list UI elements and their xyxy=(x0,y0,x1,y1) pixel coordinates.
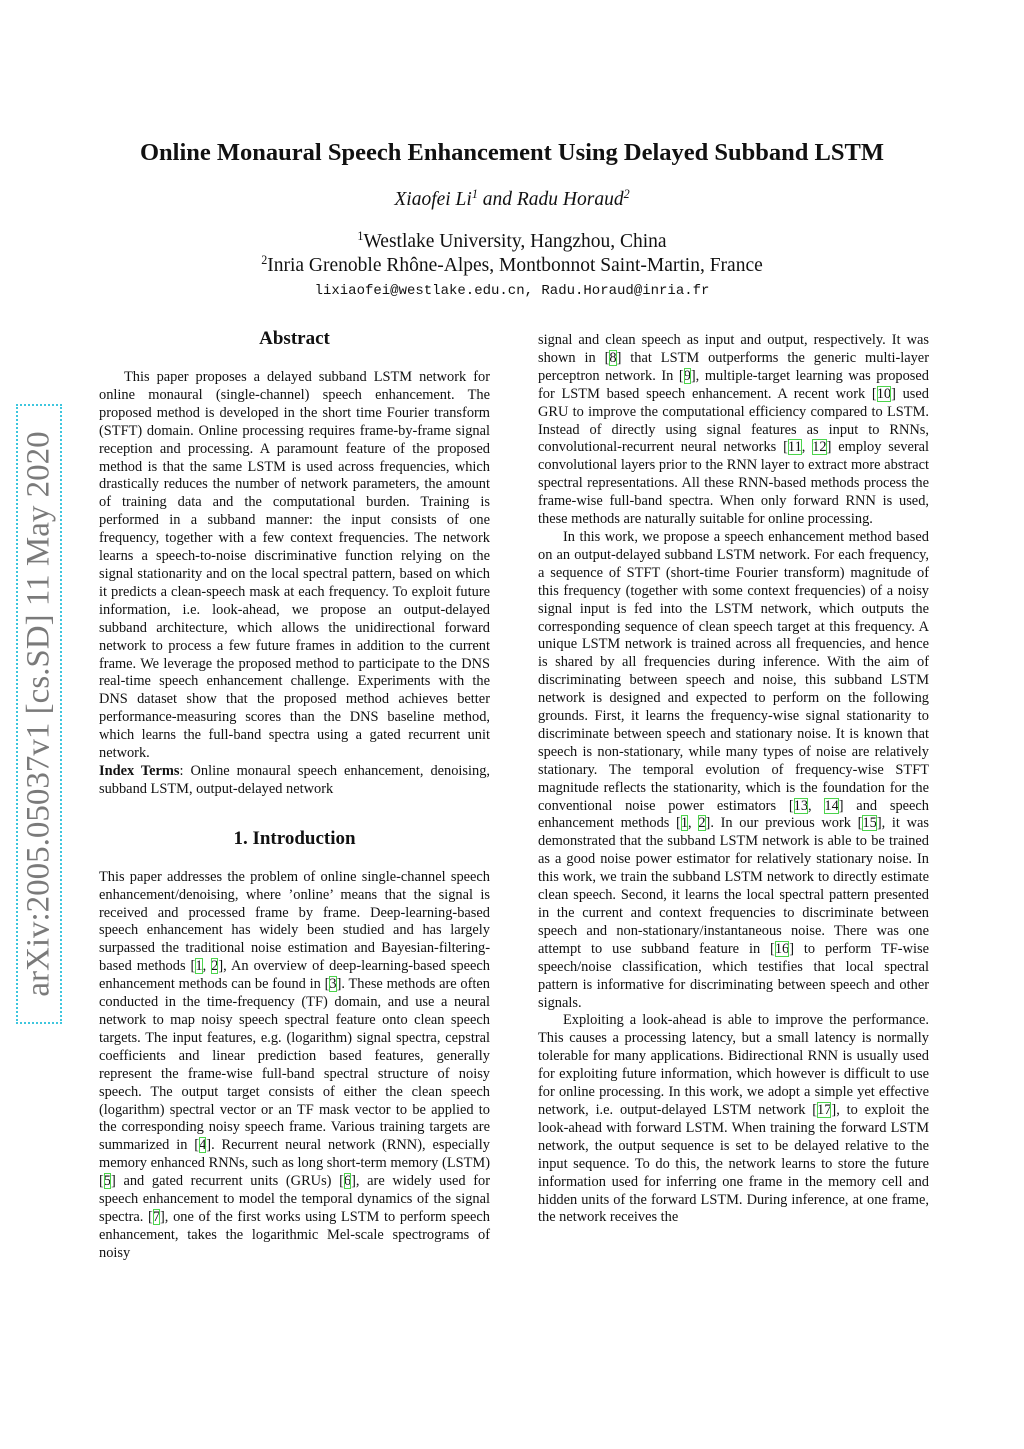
citation-link[interactable]: 14 xyxy=(824,797,839,814)
author-2-affiliation-mark: 2 xyxy=(623,186,630,201)
text-run: signal and clean speech as input and output, respectively. It was shown in [ xyxy=(538,332,929,366)
author-1-affiliation-mark: 1 xyxy=(471,186,478,201)
paper-title: Online Monaural Speech Enhancement Using Delayed Subband LSTM xyxy=(140,139,884,166)
affiliation-2 xyxy=(0,252,1024,277)
citation-link[interactable]: 7 xyxy=(152,1208,161,1225)
affiliation-1 xyxy=(0,228,1024,253)
index-terms-text: : Online monaural speech enhancement, denoising, subband LSTM, output-delayed network xyxy=(99,762,491,797)
citation-link[interactable]: 2 xyxy=(698,815,706,832)
arxiv-identifier: arXiv:2005.05037v1 [cs.SD] 11 May 2020 xyxy=(20,431,57,997)
text-run: ] used GRU to improve the computational efficiency compared to LSTM. Instead of directly using signal features as input to RNNs, convolutional-recurrent neural networks [ xyxy=(538,385,929,456)
affiliation-1-mark: 1 xyxy=(357,228,364,243)
introduction-paragraph-3 xyxy=(538,1012,929,1227)
author-line xyxy=(0,186,1024,211)
citation-link[interactable]: 13 xyxy=(793,797,809,814)
citation-link[interactable]: 8 xyxy=(609,349,617,366)
citation-link[interactable]: 10 xyxy=(876,385,892,402)
text-run: This paper addresses the problem of online single-channel speech enhancement/denoising, where ’online’ means that the signal is received and processed frame by frame. Deep-learning-based speech enhancement has widely been studied and has largely surpassed the traditional noise estimation and Bayesian-filtering-based methods [ xyxy=(99,868,490,975)
author-2: Radu Horaud xyxy=(516,189,624,210)
text-run: ] that LSTM outperforms the generic multi-layer perceptron network. In [ xyxy=(538,349,929,384)
text-run: ], it was demonstrated that the subband LSTM network is able to be trained as a good noise power estimator for relatively stationary noise. In this work, we train the subband LSTM network to directly estimate clean speech. Second, it learns the local spectral pattern presented in the current and context frequencies to discriminate between speech and non-stationary/instantaneous noise. There was one attempt to use subband feature in [ xyxy=(538,815,929,957)
citation-link[interactable]: 9 xyxy=(683,367,691,384)
citation-link[interactable]: 1 xyxy=(680,815,689,832)
introduction-paragraph-2 xyxy=(538,529,929,1012)
text-run: Exploiting a look-ahead is able to improve the performance. This causes a processing latency, but a small latency is normally tolerable for many applications. Bidirectional RNN is usually used for exploiting future information, which however is difficult to use for online processing. In this work, we adopt a simple yet effective network, i.e. output-delayed LSTM network [ xyxy=(538,1012,929,1118)
text-run: ] employ several convolutional layers prior to the RNN layer to extract more abstract spectral representations. All these RNN-based methods process the frame-wise full-band spectra. When only forward RNN is used, these methods are naturally suitable for online processing. xyxy=(538,439,930,528)
author-conjunction: and xyxy=(477,189,517,210)
text-run: ]. In our previous work [ xyxy=(705,815,863,832)
right-column xyxy=(538,332,929,1227)
left-column xyxy=(99,328,490,1263)
text-run: ] to perform TF-wise speech/noise classification, which testifies that local spectral pattern is informative for discriminating between speech and other signals. xyxy=(538,940,929,1011)
text-run: ], one of the first works using LSTM to perform speech enhancement, takes the logarithmic Mel-scale spectrograms of noisy xyxy=(99,1208,490,1261)
citation-link[interactable]: 15 xyxy=(862,815,877,832)
affiliation-2-text: Inria Grenoble Rhône-Alpes, Montbonnot Saint-Martin, France xyxy=(267,255,763,276)
text-run: , xyxy=(808,797,825,814)
text-run: ]. These methods are often conducted in the time-frequency (TF) domain, and use a neural network to map noisy speech spectral feature onto clean speech targets. The input features, e.g. (logarithm) signal spectra, cepstral coefficients and linear prediction based features, generally represent the frame-wise full-band spectral structure of noisy speech. The output target consists of either the clean speech (logarithm) spectral vector or an TF mask vector to be applied to the corresponding noisy speech frame. Various training targets are summarized in [ xyxy=(99,976,490,1154)
text-run: , xyxy=(688,815,699,832)
citation-link[interactable]: 5 xyxy=(103,1173,111,1190)
affiliation-2-mark: 2 xyxy=(261,252,268,267)
citation-link[interactable]: 11 xyxy=(787,439,802,456)
citation-link[interactable]: 1 xyxy=(195,958,203,975)
abstract-heading: Abstract xyxy=(259,328,330,349)
citation-link[interactable]: 6 xyxy=(343,1173,352,1190)
introduction-paragraph-1-continued xyxy=(538,332,929,529)
index-terms xyxy=(99,763,490,799)
citation-link[interactable]: 4 xyxy=(199,1137,207,1154)
affiliation-1-text: Westlake University, Hangzhou, China xyxy=(363,231,667,252)
introduction-heading: 1. Introduction xyxy=(233,827,356,849)
text-run: ], to exploit the look-ahead with forward LSTM. When training the forward LSTM network, the output sequence is set to be delayed relative to the input sequence. To do this, the network learns to store the future information used for inferring one frame in the memory cell and hidden units of the forward LSTM. During inference, at one frame, the network receives the xyxy=(538,1101,929,1226)
citation-link[interactable]: 16 xyxy=(774,940,790,957)
arxiv-identifier-box xyxy=(16,404,62,1024)
introduction-paragraph-1 xyxy=(99,869,490,1263)
citation-link[interactable]: 3 xyxy=(329,976,337,993)
citation-link[interactable]: 12 xyxy=(812,439,827,456)
text-run: ] and speech enhancement methods [ xyxy=(538,797,929,832)
text-run: , xyxy=(801,439,813,456)
text-run: ], are widely used for speech enhancement to model the temporal dynamics of the signal spectra. [ xyxy=(99,1173,490,1225)
index-terms-label: Index Terms xyxy=(99,762,180,779)
text-run: ]. Recurrent neural network (RNN), especially memory enhanced RNNs, such as long short-term memory (LSTM) [ xyxy=(99,1137,490,1190)
citation-link[interactable]: 17 xyxy=(817,1101,832,1118)
abstract-text: This paper proposes a delayed subband LSTM network for online monaural (single-channel) speech enhancement. The proposed method is developed in the short time Fourier transform (STFT) domain. Online processing requires frame-by-frame signal reception and processing. A paramount feature of the proposed method is that the same LSTM is used across frequencies, which drastically reduces the number of network parameters, the amount of training data and the computational burden. Training is performed in a subband manner: the input consists of one frequency, together with a few context frequencies. The network learns a speech-to-noise discriminative function relying on the signal stationarity and on the local spectral pattern, based on which it predicts a clean-speech mask at each frequency. To exploit future information, i.e. look-ahead, we propose an output-delayed subband architecture, which allows the unidirectional forward network to process a few future frames in addition to the current frame. We leverage the proposed method to participate to the DNS real-time speech enhancement challenge. Experiments with the DNS dataset show that the proposed method achieves better performance-measuring scores than the DNS baseline method, which learns the full-band spectra using a gated recurrent unit network. xyxy=(99,369,490,762)
text-run: ], An overview of deep-learning-based speech enhancement methods can be found in [ xyxy=(99,958,490,993)
text-run: ] and gated recurrent units (GRUs) [ xyxy=(111,1173,344,1190)
text-run: In this work, we propose a speech enhancement method based on an output-delayed subband LSTM network. For each frequency, a sequence of STFT (short-time Fourier transform) magnitude of this frequency (together with some context frequencies) of a noisy signal input is fed into the LSTM network, which outputs the corresponding sequence of clean speech target at this frequency. A unique LSTM network is trained across all frequencies, and hence is shared by all frequencies during inference. With the aim of discriminating between speech and noise, this subband LSTM network is designed and expected to perform on the following grounds. First, it learns the frequency-wise signal stationarity to discriminate between speech and stationary noise. It is known that speech is non-stationary, while many types of noise are relatively stationary. The temporal evolution of frequency-wise STFT magnitude reflects the stationarity, which is the foundation for the conventional noise power estimators [ xyxy=(538,528,929,814)
author-emails: lixiaofei@westlake.edu.cn, Radu.Horaud@inria.fr xyxy=(314,283,710,299)
author-1: Xiaofei Li xyxy=(394,189,472,210)
citation-link[interactable]: 2 xyxy=(211,958,219,975)
text-run: , xyxy=(202,958,212,975)
text-run: ], multiple-target learning was proposed for LSTM based speech enhancement. A recent work [ xyxy=(538,367,929,402)
